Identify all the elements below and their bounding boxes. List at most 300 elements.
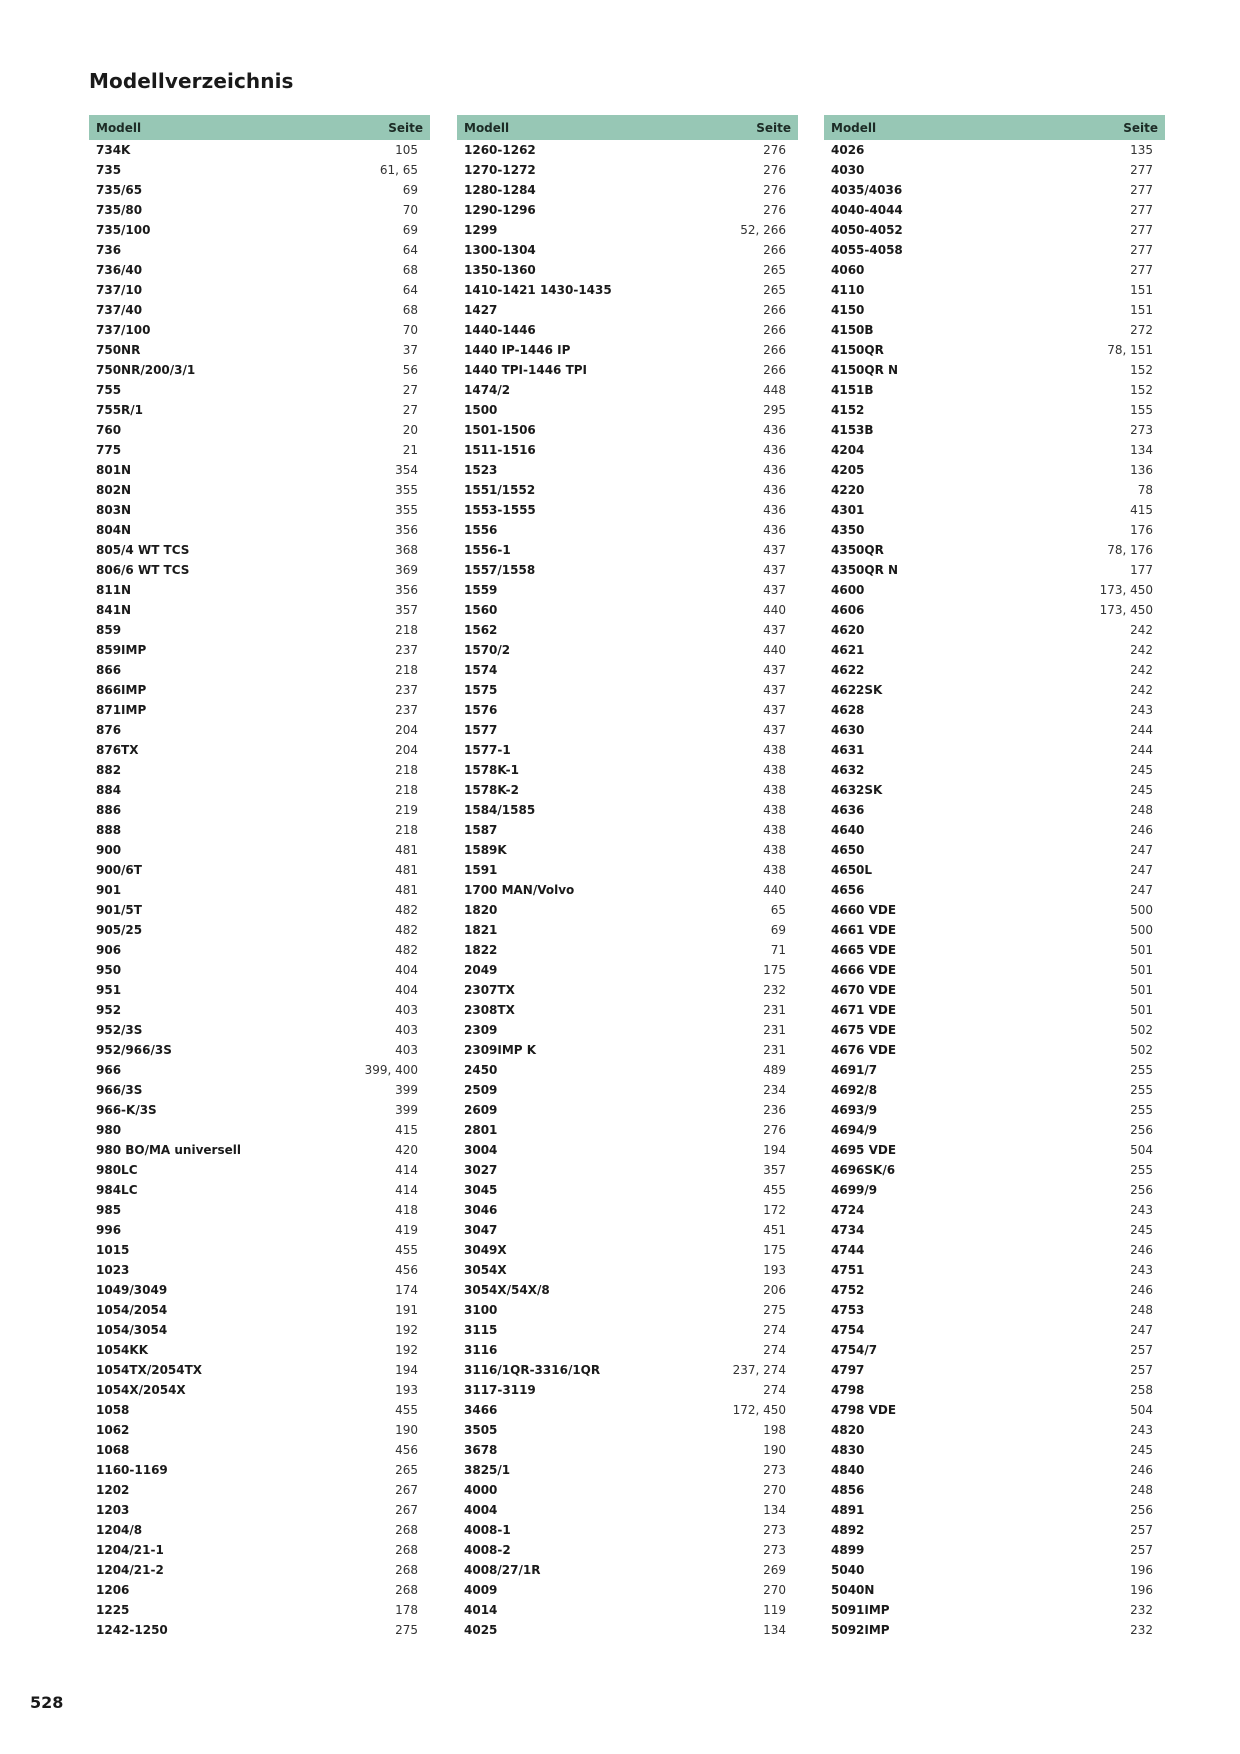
model-name: 1820: [464, 903, 498, 917]
index-row: [831, 1020, 1153, 1040]
index-row: [464, 160, 786, 180]
model-name: 735/65: [96, 183, 143, 197]
page-reference: 69: [402, 223, 418, 237]
model-name: 841N: [96, 603, 132, 617]
model-name: 4724: [831, 1203, 865, 1217]
page-reference: 266: [763, 303, 786, 317]
model-name: 4666 VDE: [831, 963, 897, 977]
model-name: 871IMP: [96, 703, 147, 717]
index-row: [831, 1240, 1153, 1260]
page-reference: 237, 274: [732, 1363, 786, 1377]
index-row: [831, 1180, 1153, 1200]
model-name: 4620: [831, 623, 865, 637]
page-reference: 255: [1130, 1063, 1153, 1077]
index-row: [96, 920, 418, 940]
model-name: 1204/21-1: [96, 1543, 164, 1557]
model-name: 952/3S: [96, 1023, 143, 1037]
model-name: 1577-1: [464, 743, 511, 757]
page-reference: 78, 176: [1107, 543, 1153, 557]
index-row: [96, 1000, 418, 1020]
page-reference: 414: [395, 1183, 418, 1197]
header-page-label: Seite: [388, 120, 423, 135]
page-reference: 151: [1130, 303, 1153, 317]
page-reference: 21: [402, 443, 418, 457]
index-row: [464, 920, 786, 940]
model-name: 735: [96, 163, 122, 177]
model-name: 4856: [831, 1483, 865, 1497]
index-row: [96, 360, 418, 380]
index-row: [831, 340, 1153, 360]
index-row: [96, 1260, 418, 1280]
model-name: 980LC: [96, 1163, 138, 1177]
model-name: 1576: [464, 703, 498, 717]
index-row: [464, 1600, 786, 1620]
model-name: 4220: [831, 483, 865, 497]
index-row: [96, 560, 418, 580]
model-name: 4205: [831, 463, 865, 477]
index-row: [96, 480, 418, 500]
model-name: 4151B: [831, 383, 874, 397]
model-name: 4899: [831, 1543, 865, 1557]
index-row: [464, 400, 786, 420]
model-name: 803N: [96, 503, 132, 517]
index-row: [831, 280, 1153, 300]
model-name: 1049/3049: [96, 1283, 168, 1297]
model-name: 888: [96, 823, 122, 837]
model-name: 2309: [464, 1023, 498, 1037]
index-row: [464, 1420, 786, 1440]
index-row: [831, 480, 1153, 500]
index-row: [96, 960, 418, 980]
page-reference: 489: [763, 1063, 786, 1077]
page-reference: 438: [763, 743, 786, 757]
index-row: [96, 660, 418, 680]
index-row: [464, 220, 786, 240]
page-reference: 245: [1130, 763, 1153, 777]
model-name: 2309IMP K: [464, 1043, 537, 1057]
model-name: 996: [96, 1223, 122, 1237]
page-reference: 418: [395, 1203, 418, 1217]
page-reference: 436: [763, 443, 786, 457]
index-row: [96, 300, 418, 320]
index-row: [831, 780, 1153, 800]
model-name: 1054/3054: [96, 1323, 168, 1337]
model-name: 1068: [96, 1443, 130, 1457]
model-name: 4798 VDE: [831, 1403, 897, 1417]
page-reference: 268: [395, 1583, 418, 1597]
page-reference: 277: [1130, 203, 1153, 217]
model-name: 1500: [464, 403, 498, 417]
model-name: 3505: [464, 1423, 498, 1437]
model-name: 1054TX/2054TX: [96, 1363, 203, 1377]
model-name: 1556: [464, 523, 498, 537]
page-reference: 246: [1130, 1463, 1153, 1477]
page-reference: 269: [763, 1563, 786, 1577]
model-name: 737/100: [96, 323, 151, 337]
page-reference: 242: [1130, 643, 1153, 657]
index-row: [464, 840, 786, 860]
model-name: 775: [96, 443, 122, 457]
model-name: 4621: [831, 643, 865, 657]
page-reference: 502: [1130, 1043, 1153, 1057]
page-reference: 456: [395, 1263, 418, 1277]
model-name: 4055-4058: [831, 243, 903, 257]
page-reference: 218: [395, 823, 418, 837]
page-reference: 403: [395, 1003, 418, 1017]
page-reference: 437: [763, 583, 786, 597]
index-row: [464, 1140, 786, 1160]
page-reference: 404: [395, 963, 418, 977]
page-reference: 438: [763, 763, 786, 777]
page-reference: 266: [763, 323, 786, 337]
index-row: [96, 780, 418, 800]
index-row: [831, 620, 1153, 640]
index-row: [464, 1360, 786, 1380]
page-reference: 268: [395, 1563, 418, 1577]
index-row: [831, 920, 1153, 940]
index-row: [831, 660, 1153, 680]
model-name: 900/6T: [96, 863, 142, 877]
page-reference: 270: [763, 1583, 786, 1597]
model-name: 1054KK: [96, 1343, 148, 1357]
page-reference: 437: [763, 663, 786, 677]
page-reference: 135: [1130, 143, 1153, 157]
model-name: 3004: [464, 1143, 498, 1157]
page-reference: 268: [395, 1543, 418, 1557]
page-reference: 455: [763, 1183, 786, 1197]
page-reference: 20: [402, 423, 418, 437]
page-reference: 270: [763, 1483, 786, 1497]
model-name: 1440 IP-1446 IP: [464, 343, 571, 357]
model-name: 1204/8: [96, 1523, 143, 1537]
index-row: [831, 1200, 1153, 1220]
page-reference: 119: [763, 1603, 786, 1617]
model-name: 3825/1: [464, 1463, 511, 1477]
page-reference: 500: [1130, 923, 1153, 937]
index-row: [464, 580, 786, 600]
index-row: [96, 1240, 418, 1260]
index-row: [464, 1100, 786, 1120]
index-row: [96, 160, 418, 180]
model-name: 866IMP: [96, 683, 147, 697]
index-row: [464, 1340, 786, 1360]
model-name: 3100: [464, 1303, 498, 1317]
index-row: [464, 960, 786, 980]
model-name: 4692/8: [831, 1083, 878, 1097]
model-name: 1270-1272: [464, 163, 536, 177]
index-row: [96, 680, 418, 700]
model-name: 4632SK: [831, 783, 883, 797]
index-row: [831, 540, 1153, 560]
model-name: 3027: [464, 1163, 498, 1177]
index-row: [831, 240, 1153, 260]
index-row: [831, 1260, 1153, 1280]
model-name: 4030: [831, 163, 865, 177]
page-reference: 481: [395, 843, 418, 857]
page-reference: 295: [763, 403, 786, 417]
model-name: 4606: [831, 603, 865, 617]
page-reference: 354: [395, 463, 418, 477]
index-row: [96, 140, 418, 160]
page-reference: 355: [395, 483, 418, 497]
page-reference: 257: [1130, 1363, 1153, 1377]
page-reference: 437: [763, 563, 786, 577]
index-row: [831, 1440, 1153, 1460]
page-reference: 61, 65: [379, 163, 418, 177]
page-reference: 242: [1130, 683, 1153, 697]
model-name: 3116: [464, 1343, 498, 1357]
index-row: [464, 1220, 786, 1240]
page-reference: 245: [1130, 783, 1153, 797]
model-name: 1225: [96, 1603, 130, 1617]
index-row: [831, 420, 1153, 440]
model-name: 4026: [831, 143, 865, 157]
index-row: [831, 1600, 1153, 1620]
page-reference: 190: [395, 1423, 418, 1437]
page-reference: 437: [763, 543, 786, 557]
model-name: 1570/2: [464, 643, 511, 657]
model-name: 985: [96, 1203, 122, 1217]
model-name: 4350QR: [831, 543, 884, 557]
model-name: 3046: [464, 1203, 498, 1217]
model-name: 1577: [464, 723, 498, 737]
model-name: 4840: [831, 1463, 865, 1477]
index-row: [464, 600, 786, 620]
page-reference: 501: [1130, 943, 1153, 957]
model-name: 3049X: [464, 1243, 507, 1257]
page-reference: 247: [1130, 883, 1153, 897]
model-name: 3466: [464, 1403, 498, 1417]
index-row: [464, 880, 786, 900]
page-reference: 414: [395, 1163, 418, 1177]
index-row: [831, 1120, 1153, 1140]
index-row: [464, 740, 786, 760]
model-name: 3116/1QR-3316/1QR: [464, 1363, 601, 1377]
model-name: 1054/2054: [96, 1303, 168, 1317]
model-name: 3054X: [464, 1263, 507, 1277]
index-row: [96, 1160, 418, 1180]
index-row: [831, 700, 1153, 720]
index-row: [464, 340, 786, 360]
index-row: [464, 540, 786, 560]
page-reference: 399: [395, 1083, 418, 1097]
page-reference: 501: [1130, 963, 1153, 977]
page-reference: 69: [402, 183, 418, 197]
model-name: 1202: [96, 1483, 130, 1497]
model-name: 4150QR N: [831, 363, 899, 377]
model-name: 755: [96, 383, 122, 397]
model-name: 5040N: [831, 1583, 875, 1597]
page-reference: 266: [763, 343, 786, 357]
model-name: 1523: [464, 463, 498, 477]
page-reference: 194: [395, 1363, 418, 1377]
index-row: [831, 1100, 1153, 1120]
page-reference: 248: [1130, 1303, 1153, 1317]
index-row: [464, 1120, 786, 1140]
model-name: 4752: [831, 1283, 865, 1297]
page-reference: 68: [402, 263, 418, 277]
page-reference: 267: [395, 1503, 418, 1517]
model-name: 4670 VDE: [831, 983, 897, 997]
model-name: 3117-3119: [464, 1383, 536, 1397]
page-reference: 231: [763, 1043, 786, 1057]
index-row: [464, 700, 786, 720]
page-reference: 232: [1130, 1603, 1153, 1617]
page-reference: 78: [1137, 483, 1153, 497]
model-name: 4060: [831, 263, 865, 277]
page-reference: 172: [763, 1203, 786, 1217]
model-name: 3115: [464, 1323, 498, 1337]
index-row: [96, 1060, 418, 1080]
column-header: [824, 115, 1165, 140]
column-header: [89, 115, 430, 140]
index-row: [96, 1420, 418, 1440]
index-row: [96, 260, 418, 280]
model-name: 4797: [831, 1363, 865, 1377]
page-reference: 504: [1130, 1403, 1153, 1417]
index-row: [464, 820, 786, 840]
page-reference: 68: [402, 303, 418, 317]
model-name: 980 BO/MA universell: [96, 1143, 241, 1157]
model-name: 1560: [464, 603, 498, 617]
index-row: [831, 1560, 1153, 1580]
page-reference: 272: [1130, 323, 1153, 337]
index-row: [464, 900, 786, 920]
page-reference: 136: [1130, 463, 1153, 477]
page-reference: 245: [1130, 1443, 1153, 1457]
model-name: 736/40: [96, 263, 143, 277]
page-reference: 152: [1130, 363, 1153, 377]
index-row: [831, 740, 1153, 760]
index-row: [96, 1540, 418, 1560]
index-row: [464, 1080, 786, 1100]
page-title: Modellverzeichnis: [89, 69, 294, 93]
page-reference: 276: [763, 143, 786, 157]
model-name: 1260-1262: [464, 143, 536, 157]
page-reference: 265: [395, 1463, 418, 1477]
index-row: [96, 620, 418, 640]
page-reference: 481: [395, 883, 418, 897]
model-name: 905/25: [96, 923, 143, 937]
page-reference: 437: [763, 723, 786, 737]
page-reference: 178: [395, 1603, 418, 1617]
page-reference: 277: [1130, 183, 1153, 197]
index-row: [831, 1580, 1153, 1600]
model-name: 4153B: [831, 423, 874, 437]
page-reference: 218: [395, 783, 418, 797]
index-row: [96, 1080, 418, 1100]
index-row: [96, 240, 418, 260]
model-name: 901: [96, 883, 122, 897]
model-name: 906: [96, 943, 122, 957]
index-row: [96, 540, 418, 560]
page-reference: 204: [395, 743, 418, 757]
model-name: 1589K: [464, 843, 507, 857]
page-reference: 155: [1130, 403, 1153, 417]
index-row: [831, 860, 1153, 880]
page-reference: 191: [395, 1303, 418, 1317]
index-row: [831, 1400, 1153, 1420]
model-name: 4008-1: [464, 1523, 511, 1537]
model-name: 966/3S: [96, 1083, 143, 1097]
index-row: [96, 1140, 418, 1160]
page-reference: 357: [763, 1163, 786, 1177]
model-name: 4004: [464, 1503, 498, 1517]
index-row: [464, 1280, 786, 1300]
index-row: [464, 1180, 786, 1200]
model-name: 966-K/3S: [96, 1103, 157, 1117]
model-name: 952/966/3S: [96, 1043, 172, 1057]
page-reference: 276: [763, 1123, 786, 1137]
index-row: [464, 940, 786, 960]
index-row: [96, 640, 418, 660]
index-row: [464, 1380, 786, 1400]
model-name: 4671 VDE: [831, 1003, 897, 1017]
index-row: [96, 440, 418, 460]
index-row: [464, 1560, 786, 1580]
index-row: [464, 480, 786, 500]
page-reference: 481: [395, 863, 418, 877]
index-row: [464, 280, 786, 300]
index-row: [464, 1300, 786, 1320]
index-row: [831, 320, 1153, 340]
index-row: [96, 900, 418, 920]
page-reference: 244: [1130, 723, 1153, 737]
model-name: 760: [96, 423, 122, 437]
model-name: 4676 VDE: [831, 1043, 897, 1057]
page-reference: 276: [763, 183, 786, 197]
index-row: [831, 500, 1153, 520]
model-name: 811N: [96, 583, 132, 597]
index-row: [96, 600, 418, 620]
model-name: 1574: [464, 663, 498, 677]
index-row: [96, 1200, 418, 1220]
page-reference: 356: [395, 523, 418, 537]
page-reference: 456: [395, 1443, 418, 1457]
model-name: 1206: [96, 1583, 130, 1597]
index-row: [96, 1040, 418, 1060]
index-row: [96, 280, 418, 300]
index-row: [464, 1020, 786, 1040]
page-reference: 196: [1130, 1583, 1153, 1597]
page-reference: 274: [763, 1343, 786, 1357]
model-name: 1242-1250: [96, 1623, 168, 1637]
model-name: 1559: [464, 583, 498, 597]
model-name: 4636: [831, 803, 865, 817]
model-name: 4150: [831, 303, 865, 317]
index-row: [464, 260, 786, 280]
index-row: [96, 760, 418, 780]
model-name: 4000: [464, 1483, 498, 1497]
header-model-label: Modell: [96, 120, 142, 135]
page-reference: 234: [763, 1083, 786, 1097]
index-row: [96, 1020, 418, 1040]
index-row: [464, 1480, 786, 1500]
page-reference: 105: [395, 143, 418, 157]
page-reference: 175: [763, 963, 786, 977]
model-name: 2307TX: [464, 983, 515, 997]
index-row: [831, 760, 1153, 780]
index-row: [831, 260, 1153, 280]
page-reference: 403: [395, 1043, 418, 1057]
index-row: [464, 1460, 786, 1480]
model-name: 4632: [831, 763, 865, 777]
model-name: 1299: [464, 223, 498, 237]
index-row: [831, 820, 1153, 840]
model-name: 4695 VDE: [831, 1143, 897, 1157]
index-row: [96, 1480, 418, 1500]
page-reference: 71: [770, 943, 786, 957]
